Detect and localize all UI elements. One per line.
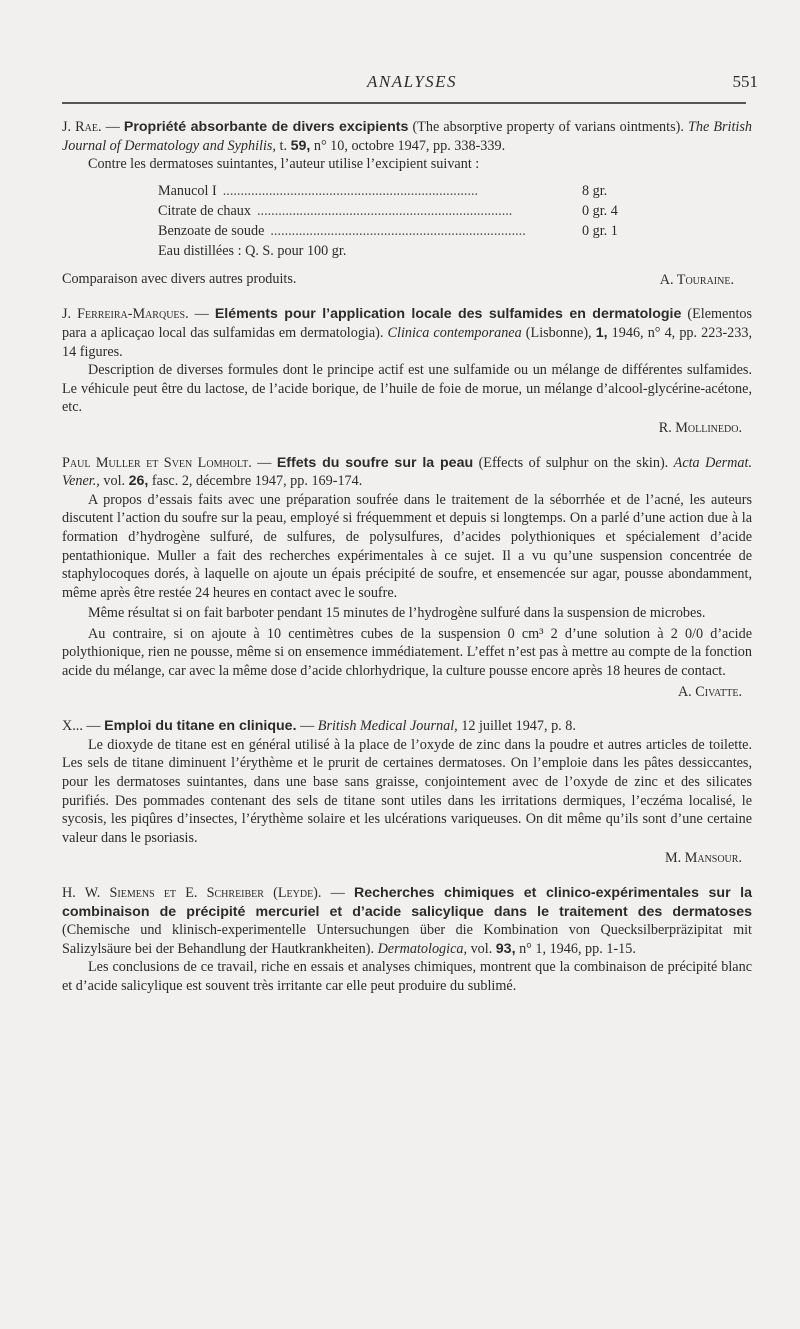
formula-quantity: 0 gr. 1 (582, 222, 618, 239)
journal-name: Dermatologica, (377, 940, 468, 957)
article-citation: H. W. Siemens et E. Schreiber (Leyde). — Recherches chimiques et clinico-expérimentales sur la combinaison de précipité mercuriel et d’acide salicylique dans le traitement des dermatoses (Chemische und klinisch-experimentelle Untersuchungen über die Kombination von Quecksilberpräzipitat mit Salizylsäure bei der Behandlung der Hautkrankheiten). Dermatologica, vol. 93, n° 1, 1946, pp. 1-15. (62, 885, 753, 957)
article-original-title: (Effects of sulphur on the skin). (478, 454, 669, 471)
body-paragraph: A propos d’essais faits avec une préparation soufrée dans le traitement de la séborrhée et de l’acné, les auteurs discutent l’action du soufre sur la peau, employé si fréquemment et depuis si longtemps. On a parlé d’une action due à la formation d’hydrogène sulfuré, de sulfures, de polysulfures, d’acides polythioniques et spécialement d’acide pentathionique. Muller a fait des recherches expérimentales à ce sujet. Il a vu qu’une suspension concentrée de staphylocoques dorés, à laquelle on ajoute un épais précipité de soufre, et ensemencée sur agar, pousse abondamment, même après être restée 24 heures en contact avec le soufre. (62, 491, 752, 601)
dot-leader: ........................................................................ (222, 182, 479, 199)
closing-line (62, 270, 752, 290)
formula-ingredient: Manucol I (158, 182, 217, 199)
ref-part: t. (279, 137, 288, 154)
article-original-title: (Chemische und klinisch-experimentelle Untersuchungen über die Kombination von Quecksilberpräzipitat mit Salizylsäure bei der Behandlung der Hautkrankheiten). (62, 922, 752, 957)
body-paragraph: Les conclusions de ce travail, riche en essais et analyses chimiques, montrent que la combinaison de précipité blanc et d’acide salicylique est souvent très irritante car elle peut produire du sublimé. (62, 959, 752, 994)
article-titane (62, 717, 752, 868)
article-title: Effets du soufre sur la peau (276, 454, 474, 471)
article-rae (62, 118, 752, 289)
journal-name: Clinica contemporanea (387, 324, 522, 341)
formula-quantity: 8 gr. (582, 182, 608, 199)
volume-number: 93, (495, 940, 516, 957)
formula-row (158, 202, 642, 222)
ref-details: n° 10, octobre 1947, pp. 338-339. (313, 137, 506, 154)
page-number: 551 (732, 72, 758, 91)
article-title: Eléments pour l’application locale des sulfamides en dermatologie (214, 306, 682, 323)
reviewer-signature: A. Civatte. (677, 683, 742, 700)
ref-details: fasc. 2, décembre 1947, pp. 169-174. (151, 473, 363, 490)
article-ferreira-marques (62, 305, 752, 437)
formula-ingredient: Benzoate de soude (158, 222, 265, 239)
ref-details: 1946, n° 4, pp. 223-233, 14 figures. (62, 324, 752, 360)
page-header (62, 72, 762, 98)
ref-part: (Lisbonne), (525, 324, 592, 341)
running-title: ANALYSES (366, 72, 458, 91)
formula-quantity: 0 gr. 4 (582, 202, 618, 219)
formula-ingredient: Citrate de chaux (158, 202, 251, 219)
article-title: Recherches chimiques et clinico-expérimentales sur la combinaison de précipité mercuriel et d’acide salicylique dans le traitement des dermatoses (62, 885, 753, 920)
article-citation: Paul Muller et Sven Lomholt. — Effets du soufre sur la peau (Effects of sulphur on the skin). Acta Dermat. Vener., vol. 26, fasc. 2, décembre 1947, pp. 169-174. (62, 454, 752, 490)
journal-name: Acta Dermat. Vener., (62, 454, 752, 490)
journal-name: The British Journal of Dermatology and Syphilis, (62, 119, 752, 154)
volume-number: 1, (595, 324, 608, 341)
article-authors: J. Rae. (62, 119, 102, 135)
reviewer-signature: M. Mansour. (665, 850, 742, 867)
ref-details: 12 juillet 1947, p. 8. (461, 718, 576, 735)
article-authors: Paul Muller et Sven Lomholt. (62, 454, 252, 471)
article-citation: X... — Emploi du titane en clinique. — British Medical Journal, 12 juillet 1947, p. 8. (62, 718, 576, 735)
ref-part: vol. (470, 940, 493, 957)
article-citation: J. Ferreira-Marques. — Eléments pour l’application locale des sulfamides en dermatologie (Elementos para a aplicaçao local das sulfamidas em dermatologia). Clinica contemporanea (Lisbonne), 1, 1946, n° 4, pp. 223-233, 14 figures. (62, 306, 753, 360)
article-original-title: (The absorptive property of varians ointments). (412, 119, 684, 135)
body-paragraph: Contre les dermatoses suintantes, l’auteur utilise l’excipient suivant : (88, 156, 480, 173)
article-siemens-schreiber (62, 884, 752, 996)
closing-text: Comparaison avec divers autres produits. (62, 270, 297, 287)
body-paragraph: Le dioxyde de titane est en général utilisé à la place de l’oxyde de zinc dans la poudre et autres articles de toilette. Les sels de titane diminuent l’érythème et le prurit de certaines dermatoses. On l’emploie dans les pâtes dessiccantes, pour les dermatoses suintantes, dans une base sans graisse, conjointement avec de l’oxyde de zinc et des silicates purifiés. Des pommades contenant des sels de titane sont utiles dans les irritations dermiques, l’eczéma localisé, le sycosis, les piqûres d’insectes, l’érythème solaire et les ulcérations variqueuses. On dit même qu’ils sont d’une certaine valeur dans le psoriasis. (62, 736, 752, 846)
article-authors: J. Ferreira-Marques. (62, 306, 189, 323)
formula-ingredient: Eau distillées : Q. S. pour 100 gr. (158, 242, 347, 259)
body-paragraph: Même résultat si on fait barboter pendant 15 minutes de l’hydrogène sulfuré dans la suspension de microbes. (88, 605, 706, 622)
article-title: Emploi du titane en clinique. (104, 718, 297, 735)
formula-table (158, 182, 642, 262)
article-original-title: (Elementos para a aplicaçao local das sulfamidas em dermatologia). (62, 306, 753, 341)
article-authors: X... — (62, 718, 101, 735)
reviewer-signature: R. Mollinedo. (658, 419, 742, 436)
article-authors: H. W. Siemens et E. Schreiber (Leyde). (62, 885, 322, 901)
body-paragraph: Au contraire, si on ajoute à 10 centimètres cubes de la suspension 0 cm³ 2 d’une solution à 2 0/0 d’acide polythionique, rien ne pousse, même si on ensemence immédiatement. L’effet n’est pas à mettre au compte de la fonction acide du mélange, car avec la même dose d’acide chlorhydrique, la culture pousse encore après 18 heures de contact. (62, 625, 752, 680)
formula-row (158, 222, 642, 242)
body-paragraph: Description de diverses formules dont le principe actif est une sulfamide ou un mélange de différentes sulfamides. Le véhicule peut être du lactose, de l’acide borique, de l’huile de foie de morue, un mélange d’alcool-glycérine-acétone, etc. (62, 362, 752, 416)
volume-number: 59, (290, 137, 311, 154)
volume-number: 26, (128, 473, 149, 490)
dot-leader: ........................................................................ (270, 222, 526, 239)
formula-row (158, 182, 642, 202)
reviewer-signature: A. Touraine. (659, 271, 734, 288)
article-citation: J. Rae. — Propriété absorbante de divers excipients (The absorptive property of varians ointments). The British Journal of Dermatology and Syphilis, t. 59, n° 10, octobre 1947, pp. 338-339. (62, 119, 752, 154)
page-content (62, 118, 752, 1012)
header-rule (62, 102, 746, 104)
article-title: Propriété absorbante de divers excipients (123, 119, 409, 135)
ref-part: vol. (103, 473, 126, 490)
dot-leader: ........................................................................ (256, 202, 513, 219)
formula-row (158, 242, 642, 262)
article-muller-lomholt (62, 454, 752, 702)
ref-details: n° 1, 1946, pp. 1-15. (519, 940, 636, 957)
journal-name: British Medical Journal, (317, 718, 458, 735)
